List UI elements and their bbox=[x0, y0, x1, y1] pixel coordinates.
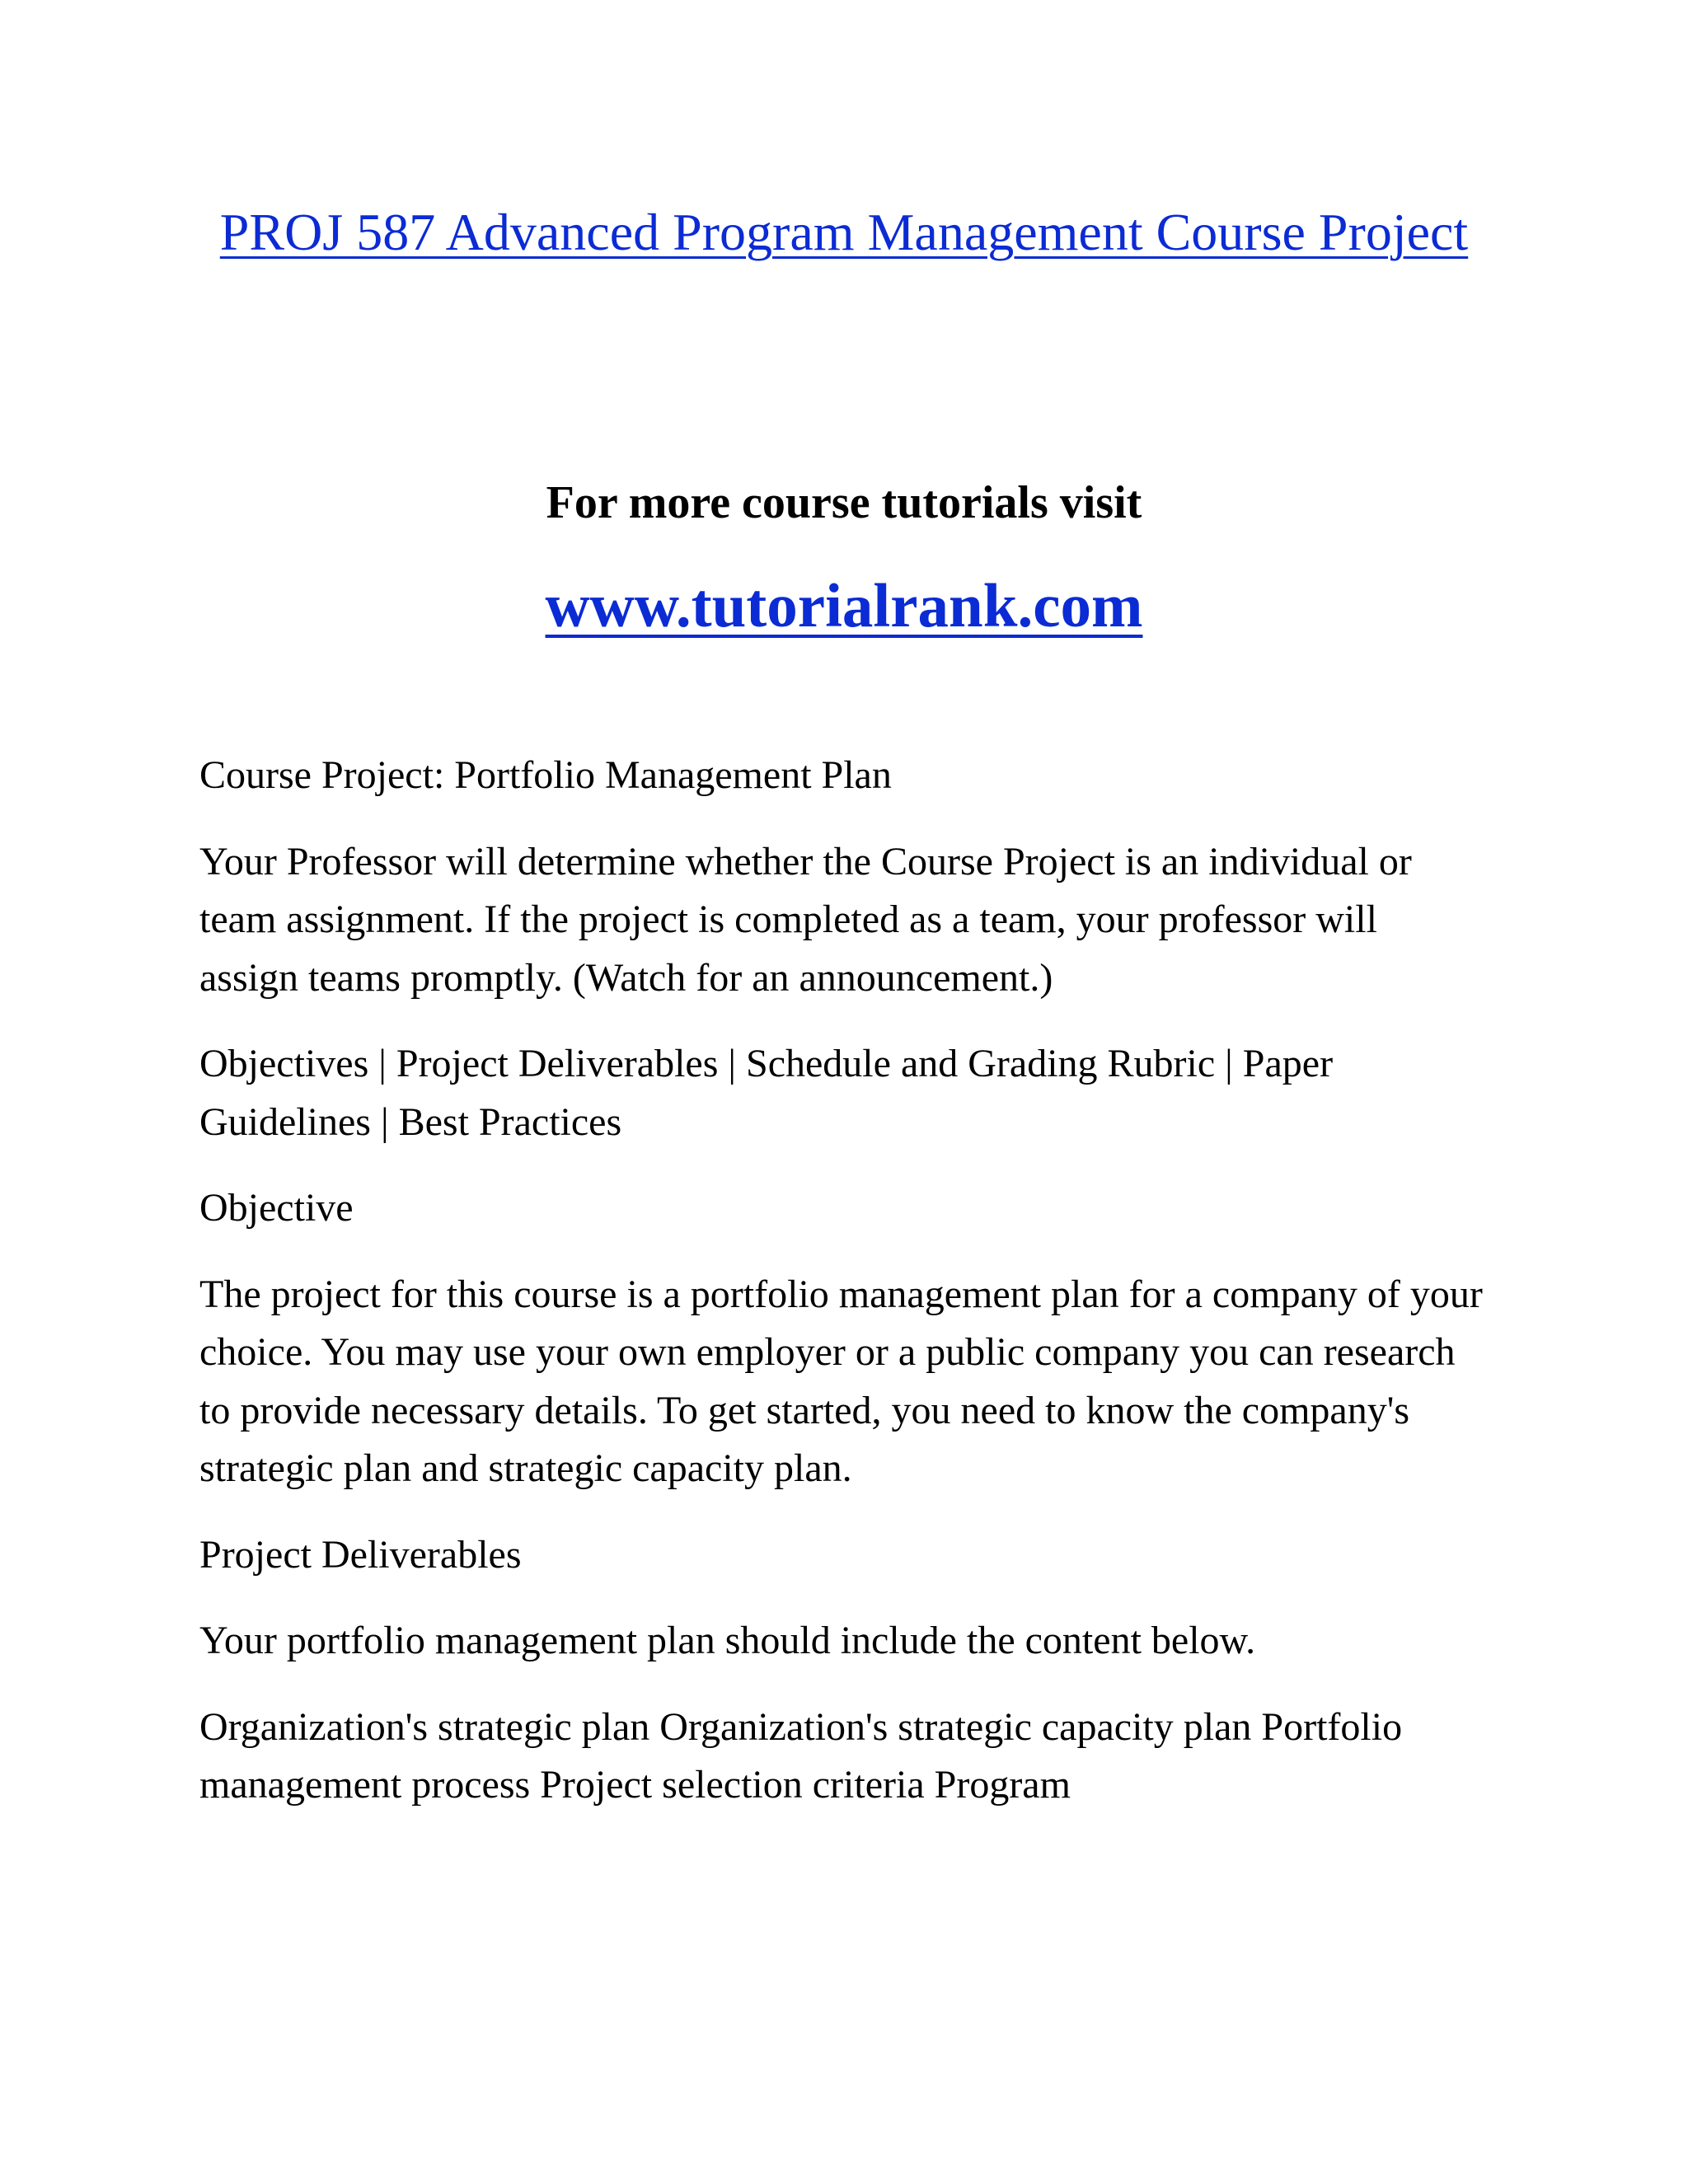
paragraph-objective-heading: Objective bbox=[199, 1186, 354, 1230]
paragraph-deliverables-intro: Your portfolio management plan should include the content below. bbox=[199, 1619, 1256, 1662]
paragraph-objective-text: The project for this course is a portfolio management plan for a company of your choice. You may use your own employer or a public company you can research to provide necessary details. To get started, you need to know the company's strategic plan and strategic capacity plan. bbox=[199, 1272, 1483, 1490]
paragraph-professor-note: Your Professor will determine whether the Course Project is an individual or team assignment. If the project is completed as a team, your professor will assign teams promptly. (Watch for an announcement.) bbox=[199, 839, 1412, 1000]
document-title bbox=[198, 194, 1490, 269]
title-link[interactable]: PROJ 587 Advanced Program Management Course Project bbox=[219, 203, 1469, 261]
paragraph-deliverables-list: Organization's strategic plan Organization's strategic capacity plan Portfolio management process Project selection criteria Program bbox=[199, 1704, 1403, 1807]
visit-text: For more course tutorials visit bbox=[546, 477, 1142, 528]
paragraph-project-heading: Course Project: Portfolio Management Plan bbox=[199, 753, 892, 797]
site-link[interactable]: www.tutorialrank.com bbox=[545, 572, 1143, 640]
site-link-line bbox=[198, 567, 1490, 646]
document-body bbox=[199, 747, 1485, 1843]
paragraph-deliverables-heading: Project Deliverables bbox=[199, 1532, 522, 1577]
paragraph-section-links: Objectives | Project Deliverables | Schedule and Grading Rubric | Paper Guidelines | Best Practices bbox=[199, 1042, 1334, 1144]
